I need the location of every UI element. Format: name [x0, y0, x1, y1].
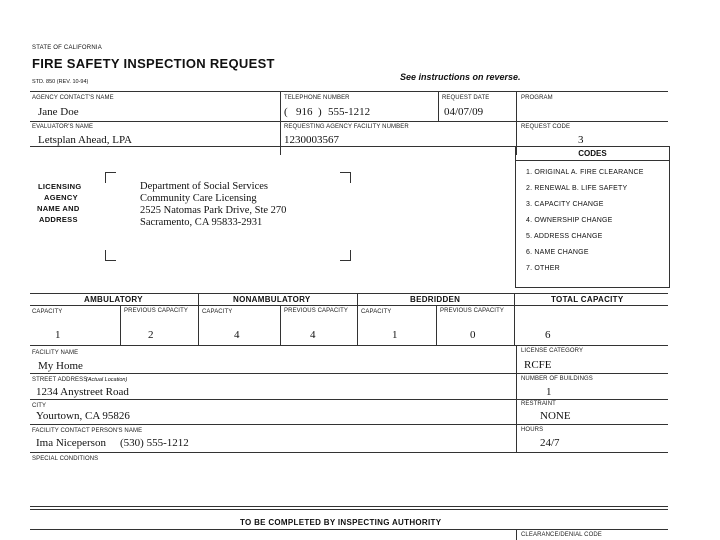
facility-contact-phone[interactable]: (530) 555-1212 [120, 437, 189, 449]
request-date-value[interactable]: 04/07/09 [444, 106, 484, 118]
telephone-label: TELEPHONE NUMBER [284, 95, 350, 101]
rule-facility-3 [30, 424, 668, 425]
bracket-bottom-left [105, 250, 116, 261]
bedridden-previous-value[interactable]: 0 [470, 329, 476, 341]
licensing-label-line3: NAME AND [37, 204, 80, 213]
code-item-4: 4. OWNERSHIP CHANGE [526, 217, 613, 224]
nonambulatory-capacity-label: CAPACITY [202, 309, 233, 315]
authority-text: TO BE COMPLETED BY INSPECTING AUTHORITY [240, 518, 442, 527]
request-code-label: REQUEST CODE [521, 124, 571, 130]
city-label: CITY [32, 403, 47, 409]
evaluator-label: EVALUATOR'S NAME [32, 124, 94, 130]
license-category-value[interactable]: RCFE [524, 359, 552, 371]
divider [438, 92, 439, 122]
licensing-address-line4[interactable]: Sacramento, CA 95833-2931 [140, 217, 263, 228]
nonambulatory-previous-label: PREVIOUS CAPACITY [284, 308, 348, 314]
ambulatory-previous-value[interactable]: 2 [148, 329, 154, 341]
clearance-code-label: CLEARANCE/DENIAL CODE [521, 532, 602, 538]
state-label: STATE OF CALIFORNIA [32, 45, 102, 51]
nonambulatory-previous-value[interactable]: 4 [310, 329, 316, 341]
request-date-label: REQUEST DATE [442, 95, 490, 101]
code-item-2: 2. RENEWAL B. LIFE SAFETY [526, 185, 628, 192]
divider [198, 293, 199, 345]
rule-facility-4 [30, 452, 668, 453]
instructions-note: See instructions on reverse. [400, 72, 521, 82]
rule-footer-2 [30, 509, 668, 510]
codes-box [515, 146, 670, 288]
code-item-3: 3. CAPACITY CHANGE [526, 201, 604, 208]
code-item-6: 6. NAME CHANGE [526, 249, 589, 256]
agency-contact-label: AGENCY CONTACT'S NAME [32, 95, 114, 101]
ambulatory-header: AMBULATORY [84, 295, 143, 304]
codes-title: CODES [578, 149, 607, 158]
nonambulatory-header: NONAMBULATORY [233, 295, 311, 304]
bracket-top-left [105, 172, 116, 183]
bedridden-capacity-value[interactable]: 1 [392, 329, 398, 341]
street-address-value[interactable]: 1234 Anystreet Road [36, 386, 129, 398]
divider [516, 529, 517, 540]
divider [280, 305, 281, 345]
hours-value[interactable]: 24/7 [540, 437, 560, 449]
rule-capacity-header [30, 305, 668, 306]
bedridden-capacity-label: CAPACITY [361, 309, 392, 315]
facility-name-label: FACILITY NAME [32, 350, 79, 356]
codes-divider [516, 160, 669, 161]
divider [514, 293, 515, 345]
restraint-label: RESTRAINT [521, 401, 556, 407]
telephone-area-open: ( [284, 106, 288, 118]
evaluator-value[interactable]: Letsplan Ahead, LPA [38, 134, 132, 146]
rule-facility-2 [30, 399, 668, 400]
facility-number-label: REQUESTING AGENCY FACILITY NUMBER [284, 124, 409, 130]
form-number: STD. 850 (REV. 10-94) [32, 79, 89, 85]
code-item-1: 1. ORIGINAL A. FIRE CLEARANCE [526, 169, 644, 176]
divider [120, 305, 121, 345]
restraint-value[interactable]: NONE [540, 410, 571, 422]
bracket-top-right [340, 172, 351, 183]
facility-contact-name[interactable]: Ima Niceperson [36, 437, 106, 449]
divider [357, 293, 358, 345]
street-address-note: (Actual Location) [86, 377, 128, 383]
rule-capacity-bottom [30, 345, 668, 346]
number-of-buildings-label: NUMBER OF BUILDINGS [521, 376, 593, 382]
facility-name-value[interactable]: My Home [38, 360, 83, 372]
ambulatory-capacity-label: CAPACITY [32, 309, 63, 315]
rule-row2 [30, 146, 516, 147]
facility-number-value[interactable]: 1230003567 [284, 134, 339, 146]
special-conditions-label: SPECIAL CONDITIONS [32, 456, 99, 462]
licensing-address-line2[interactable]: Community Care Licensing [140, 193, 257, 204]
agency-contact-value[interactable]: Jane Doe [38, 106, 79, 118]
hours-label: HOURS [521, 427, 544, 433]
licensing-address-line3[interactable]: 2525 Natomas Park Drive, Ste 270 [140, 205, 287, 216]
rule-footer-3 [30, 529, 668, 530]
bedridden-previous-label: PREVIOUS CAPACITY [440, 308, 504, 314]
street-address-label: STREET ADDRESS [32, 377, 88, 383]
facility-contact-label: FACILITY CONTACT PERSON'S NAME [32, 428, 143, 434]
telephone-number[interactable]: 555-1212 [328, 106, 371, 118]
license-category-label: LICENSE CATEGORY [521, 348, 584, 354]
ambulatory-capacity-value[interactable]: 1 [55, 329, 61, 341]
special-conditions-field[interactable] [30, 464, 668, 504]
rule-top [30, 91, 668, 92]
rule-facility-1 [30, 373, 668, 374]
divider [436, 305, 437, 345]
telephone-area-code[interactable]: 916 [296, 106, 313, 118]
licensing-address-line1[interactable]: Department of Social Services [140, 181, 268, 192]
total-capacity-header: TOTAL CAPACITY [551, 295, 624, 304]
bracket-bottom-right [340, 250, 351, 261]
bedridden-header: BEDRIDDEN [410, 295, 461, 304]
request-code-value[interactable]: 3 [578, 134, 584, 146]
total-capacity-value[interactable]: 6 [545, 329, 551, 341]
ambulatory-previous-label: PREVIOUS CAPACITY [124, 308, 188, 314]
code-item-5: 5. ADDRESS CHANGE [526, 233, 603, 240]
nonambulatory-capacity-value[interactable]: 4 [234, 329, 240, 341]
rule-capacity-top [30, 293, 668, 294]
city-value[interactable]: Yourtown, CA 95826 [36, 410, 130, 422]
code-item-7: 7. OTHER [526, 265, 560, 272]
licensing-label-line2: AGENCY [44, 193, 78, 202]
rule-row1 [30, 121, 668, 122]
number-of-buildings-value[interactable]: 1 [546, 386, 552, 398]
telephone-area-close: ) [318, 106, 322, 118]
rule-footer-1 [30, 506, 668, 507]
licensing-label-line4: ADDRESS [39, 215, 78, 224]
licensing-label-line1: LICENSING [38, 182, 82, 191]
form-title: FIRE SAFETY INSPECTION REQUEST [32, 56, 275, 71]
program-label: PROGRAM [521, 95, 553, 101]
